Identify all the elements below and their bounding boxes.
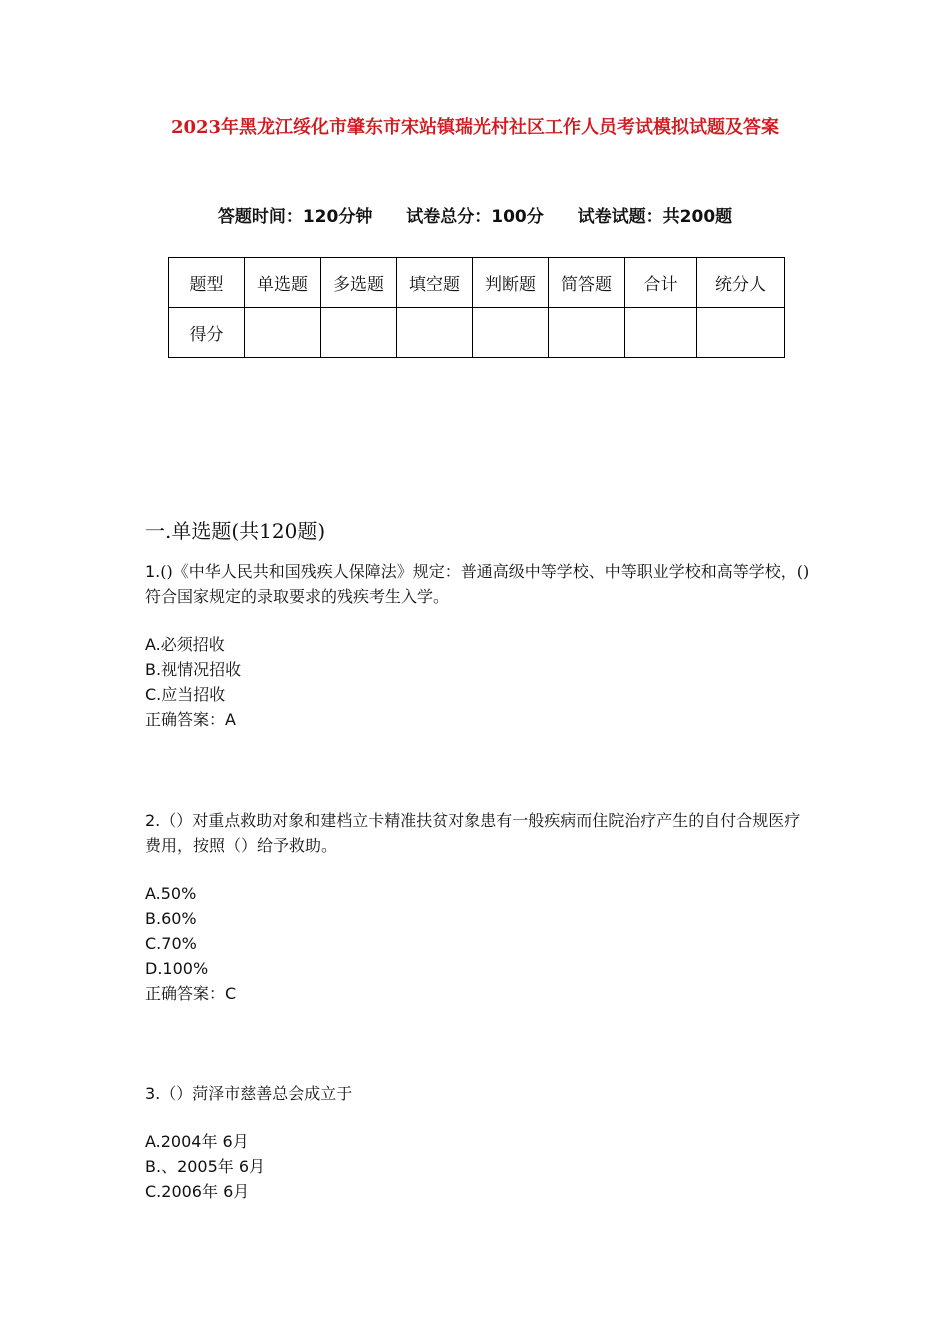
score-header-cell: 统分人 xyxy=(697,258,785,308)
score-cell xyxy=(321,308,397,358)
score-header-cell: 简答题 xyxy=(549,258,625,308)
correct-answer: 正确答案：C xyxy=(145,984,237,1003)
score-cell xyxy=(473,308,549,358)
option-list xyxy=(145,1129,815,1204)
question-number: 1. xyxy=(145,562,161,581)
document-title: 2023年黑龙江绥化市肇东市宋站镇瑞光村社区工作人员考试模拟试题及答案 xyxy=(170,117,780,138)
option: C.应当招收 xyxy=(145,685,226,704)
exam-time: 答题时间：120分钟 xyxy=(217,207,373,227)
question xyxy=(145,1081,815,1204)
option-list xyxy=(145,632,815,732)
score-header-cell: 多选题 xyxy=(321,258,397,308)
option: D.100% xyxy=(145,959,209,978)
question-text: （）对重点救助对象和建档立卡精准扶贫对象患有一般疾病而住院治疗产生的自付合规医疗费用，按照（）给予救助。 xyxy=(145,811,801,855)
exam-meta xyxy=(0,202,950,227)
score-table-score-row xyxy=(169,308,785,358)
score-cell xyxy=(625,308,697,358)
score-table-header-row xyxy=(169,258,785,308)
question-stem xyxy=(145,559,815,609)
option: C.2006年 6月 xyxy=(145,1182,250,1201)
score-header-cell: 判断题 xyxy=(473,258,549,308)
score-cell xyxy=(397,308,473,358)
score-header-cell: 填空题 xyxy=(397,258,473,308)
question-stem xyxy=(145,808,815,858)
question-text: ()《中华人民共和国残疾人保障法》规定：普通高级中等学校、中等职业学校和高等学校，()符合国家规定的录取要求的残疾考生入学。 xyxy=(145,562,810,606)
option: B.60% xyxy=(145,909,197,928)
score-table xyxy=(168,257,785,358)
option: B.、2005年 6月 xyxy=(145,1157,266,1176)
question-number: 3. xyxy=(145,1084,161,1103)
option: A.50% xyxy=(145,884,197,903)
correct-answer: 正确答案：A xyxy=(145,710,236,729)
option: B.视情况招收 xyxy=(145,660,242,679)
score-header-cell: 合计 xyxy=(625,258,697,308)
question xyxy=(145,559,815,732)
score-cell xyxy=(697,308,785,358)
score-cell xyxy=(245,308,321,358)
question-text: （）菏泽市慈善总会成立于 xyxy=(160,1084,353,1103)
option: A.2004年 6月 xyxy=(145,1132,249,1151)
score-cell xyxy=(549,308,625,358)
exam-total-score: 试卷总分：100分 xyxy=(406,207,544,227)
option: C.70% xyxy=(145,934,197,953)
score-header-cell: 单选题 xyxy=(245,258,321,308)
question xyxy=(145,808,815,1006)
question-number: 2. xyxy=(145,811,161,830)
option-list xyxy=(145,881,815,1006)
exam-total-questions: 试卷试题：共200题 xyxy=(577,207,733,227)
question-stem xyxy=(145,1081,815,1106)
score-header-cell: 题型 xyxy=(169,258,245,308)
option: A.必须招收 xyxy=(145,635,225,654)
score-row-label: 得分 xyxy=(169,308,245,358)
section-title: 一.单选题(共120题) xyxy=(145,519,326,543)
